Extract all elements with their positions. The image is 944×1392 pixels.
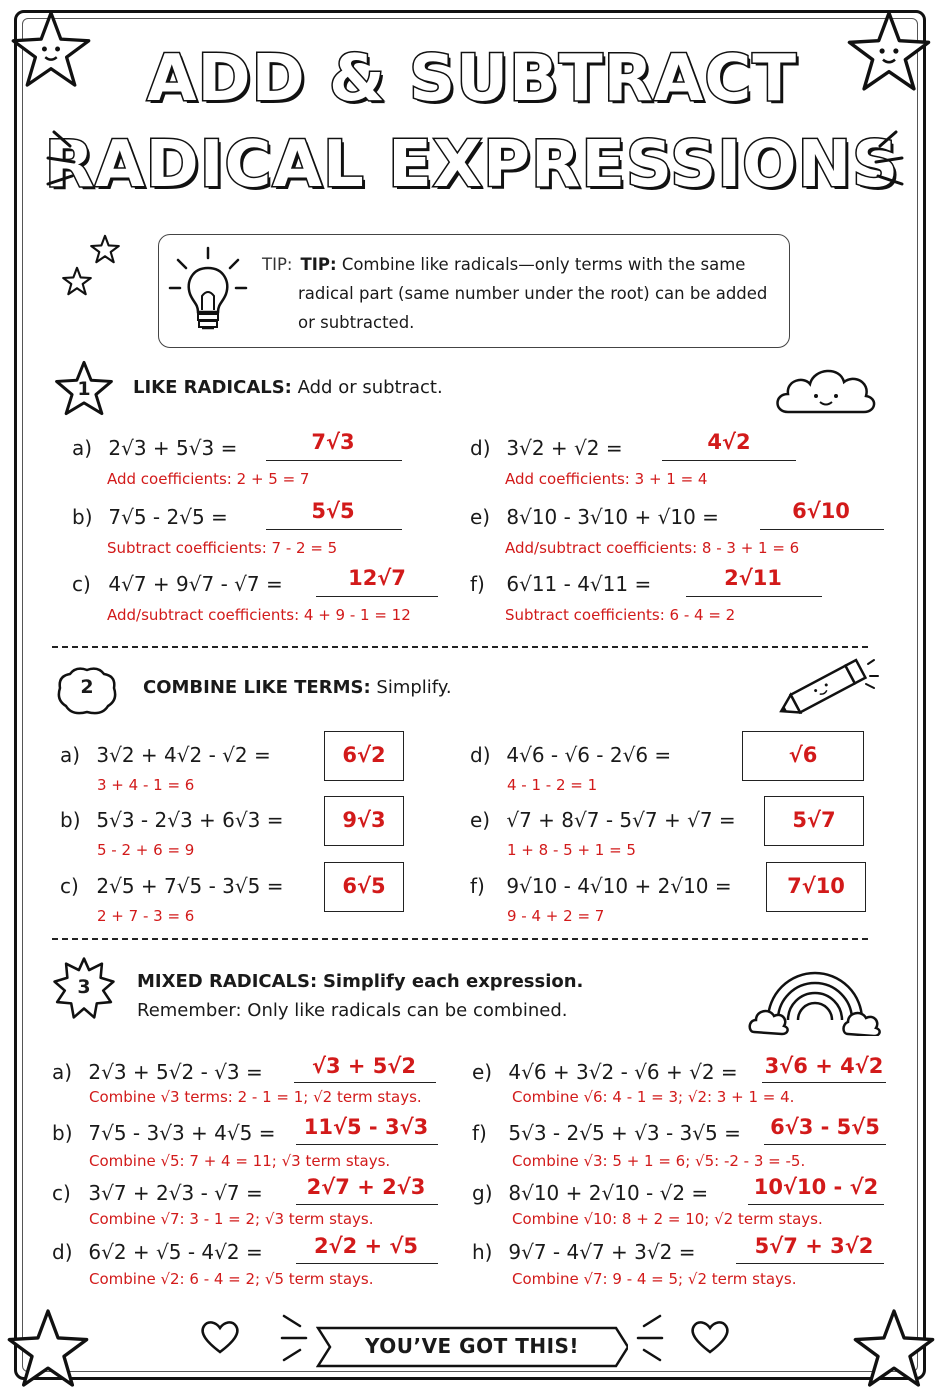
s3-answer-g: 10√10 - √2 xyxy=(753,1175,879,1199)
s2-answer-box-e[interactable]: 5√7 xyxy=(764,796,864,846)
s1-problem-e xyxy=(470,505,719,529)
star-icon xyxy=(90,234,120,264)
s3-problem-h xyxy=(472,1240,695,1264)
answer-line[interactable] xyxy=(316,596,438,597)
s2-problem-a xyxy=(60,743,271,767)
answer-line[interactable] xyxy=(296,1204,438,1205)
s3-problem-e xyxy=(472,1060,738,1084)
section-1-title: LIKE RADICALS: xyxy=(133,377,292,398)
s2-problem-f xyxy=(470,874,732,898)
problem-expression: 9√7 - 4√7 + 3√2 = xyxy=(508,1240,696,1264)
s2-note-c: 2 + 7 - 3 = 6 xyxy=(97,907,195,925)
s2-answer-box-f[interactable]: 7√10 xyxy=(766,862,866,912)
answer-line[interactable] xyxy=(662,460,796,461)
star-icon xyxy=(852,1306,936,1390)
problem-label: e) xyxy=(472,1060,493,1084)
answer-line[interactable] xyxy=(760,529,884,530)
heart-icon xyxy=(198,1318,242,1356)
s1-note-e: Add/subtract coefficients: 8 - 3 + 1 = 6 xyxy=(505,539,800,557)
tip-line-2: radical part (same number under the root) can be added xyxy=(298,284,768,303)
s3-answer-e: 3√6 + 4√2 xyxy=(764,1054,884,1078)
problem-expression: 8√10 + 2√10 - √2 = xyxy=(508,1181,709,1205)
s3-answer-d: 2√2 + √5 xyxy=(313,1234,419,1258)
s2-answer-box-c[interactable]: 6√5 xyxy=(324,862,404,912)
s3-note-g: Combine √10: 8 + 2 = 10; √2 term stays. xyxy=(512,1210,823,1228)
problem-expression: 4√6 + 3√2 - √6 + √2 = xyxy=(508,1060,738,1084)
tip-text xyxy=(262,250,772,337)
problem-expression: 2√3 + 5√3 = xyxy=(108,436,238,460)
s3-note-a: Combine √3 terms: 2 - 1 = 1; √2 term stays. xyxy=(89,1088,422,1106)
s1-problem-a xyxy=(72,436,237,460)
s2-note-a: 3 + 4 - 1 = 6 xyxy=(97,776,195,794)
problem-expression: 4√6 - √6 - 2√6 = xyxy=(506,743,672,767)
problem-expression: 6√11 - 4√11 = xyxy=(506,572,652,596)
s2-note-b: 5 - 2 + 6 = 9 xyxy=(97,841,195,859)
section-3-instruction: Simplify each expression. xyxy=(322,971,584,992)
problem-label: b) xyxy=(52,1121,73,1145)
answer-line[interactable] xyxy=(762,1082,886,1083)
section-divider xyxy=(52,938,868,940)
problem-label: a) xyxy=(60,743,81,767)
problem-expression: 5√3 - 2√5 + √3 - 3√5 = xyxy=(508,1121,741,1145)
s3-note-d: Combine √2: 6 - 4 = 2; √5 term stays. xyxy=(89,1270,374,1288)
s3-answer-a: √3 + 5√2 xyxy=(311,1054,417,1078)
answer-line[interactable] xyxy=(296,1144,438,1145)
s1-problem-b xyxy=(72,505,228,529)
answer-line[interactable] xyxy=(294,1082,436,1083)
section-divider xyxy=(52,646,868,648)
problem-expression: 8√10 - 3√10 + √10 = xyxy=(506,505,719,529)
s3-problem-d xyxy=(52,1240,263,1264)
problem-expression: 3√2 + 4√2 - √2 = xyxy=(96,743,271,767)
tip-line-3: or subtracted. xyxy=(298,313,415,332)
s1-problem-d xyxy=(470,436,623,460)
problem-expression: √7 + 8√7 - 5√7 + √7 = xyxy=(506,808,736,832)
problem-label: d) xyxy=(470,436,491,460)
answer-line[interactable] xyxy=(266,529,402,530)
s3-problem-a xyxy=(52,1060,263,1084)
answer-line[interactable] xyxy=(748,1204,884,1205)
s3-note-f: Combine √3: 5 + 1 = 6; √5: -2 - 3 = -5. xyxy=(512,1152,806,1170)
problem-label: c) xyxy=(60,874,79,898)
problem-label: f) xyxy=(472,1121,487,1145)
problem-expression: 2√5 + 7√5 - 3√5 = xyxy=(96,874,284,898)
s2-answer-box-a[interactable]: 6√2 xyxy=(324,731,404,781)
section-3-reminder: Remember: Only like radicals can be combined. xyxy=(137,1000,568,1021)
section-2-number: 2 xyxy=(80,676,94,698)
section-2-instruction: Simplify. xyxy=(376,677,452,698)
answer-line[interactable] xyxy=(266,460,402,461)
s1-answer-a: 7√3 xyxy=(311,430,355,454)
problem-label: a) xyxy=(52,1060,73,1084)
s1-answer-c: 12√7 xyxy=(348,566,406,590)
problem-label: d) xyxy=(52,1240,73,1264)
rainbow-icon xyxy=(748,950,882,1036)
lightbulb-icon xyxy=(168,244,248,336)
problem-expression: 4√7 + 9√7 - √7 = xyxy=(108,572,283,596)
s2-problem-e xyxy=(470,808,736,832)
s2-note-d: 4 - 1 - 2 = 1 xyxy=(507,776,598,794)
s1-note-a: Add coefficients: 2 + 5 = 7 xyxy=(107,470,310,488)
s3-answer-f: 6√3 - 5√5 xyxy=(770,1115,880,1139)
section-3-title: MIXED RADICALS: xyxy=(137,971,318,992)
section-3-heading xyxy=(137,971,583,992)
s3-problem-g xyxy=(472,1181,708,1205)
heart-icon xyxy=(688,1318,732,1356)
s1-answer-b: 5√5 xyxy=(311,499,355,523)
sparkle-icon xyxy=(44,124,84,204)
tip-label: TIP: xyxy=(300,255,337,274)
s3-problem-f xyxy=(472,1121,741,1145)
s2-problem-c xyxy=(60,874,283,898)
s1-answer-f: 2√11 xyxy=(724,566,782,590)
section-3-number: 3 xyxy=(77,976,91,998)
section-1-instruction: Add or subtract. xyxy=(297,377,443,398)
s3-note-c: Combine √7: 3 - 1 = 2; √3 term stays. xyxy=(89,1210,374,1228)
cloud-icon xyxy=(770,360,882,418)
s3-answer-b: 11√5 - 3√3 xyxy=(303,1115,429,1139)
problem-label: f) xyxy=(470,874,485,898)
tip-line-1: Combine like radicals—only terms with the same xyxy=(341,255,746,274)
problem-label: a) xyxy=(72,436,93,460)
s2-note-f: 9 - 4 + 2 = 7 xyxy=(507,907,605,925)
pencil-icon xyxy=(770,654,880,724)
problem-expression: 5√3 - 2√3 + 6√3 = xyxy=(96,808,284,832)
section-1-heading xyxy=(133,377,443,398)
banner-text: YOU’VE GOT THIS! xyxy=(364,1334,580,1358)
problem-expression: 7√5 - 2√5 = xyxy=(108,505,228,529)
problem-expression: 2√3 + 5√2 - √3 = xyxy=(88,1060,263,1084)
problem-label: c) xyxy=(72,572,91,596)
s2-problem-b xyxy=(60,808,283,832)
problem-expression: 3√2 + √2 = xyxy=(506,436,623,460)
problem-label: h) xyxy=(472,1240,493,1264)
sparkle-icon xyxy=(630,1310,666,1366)
star-icon xyxy=(6,1306,90,1390)
problem-label: g) xyxy=(472,1181,493,1205)
s3-note-h: Combine √7: 9 - 4 = 5; √2 term stays. xyxy=(512,1270,797,1288)
s3-problem-c xyxy=(52,1181,263,1205)
s2-answer-box-b[interactable]: 9√3 xyxy=(324,796,404,846)
s1-note-d: Add coefficients: 3 + 1 = 4 xyxy=(505,470,708,488)
sparkle-icon xyxy=(866,124,906,204)
s1-problem-c xyxy=(72,572,283,596)
s3-note-b: Combine √5: 7 + 4 = 11; √3 term stays. xyxy=(89,1152,391,1170)
s1-problem-f xyxy=(470,572,651,596)
section-2-title: COMBINE LIKE TERMS: xyxy=(143,677,371,698)
s3-answer-c: 2√7 + 2√3 xyxy=(306,1175,426,1199)
s1-answer-e: 6√10 xyxy=(792,499,850,523)
problem-label: e) xyxy=(470,808,491,832)
s1-note-b: Subtract coefficients: 7 - 2 = 5 xyxy=(107,539,338,557)
s2-answer-box-d[interactable]: √6 xyxy=(742,731,864,781)
answer-line[interactable] xyxy=(736,1263,884,1264)
s3-note-e: Combine √6: 4 - 1 = 3; √2: 3 + 1 = 4. xyxy=(512,1088,795,1106)
problem-expression: 9√10 - 4√10 + 2√10 = xyxy=(506,874,732,898)
problem-expression: 7√5 - 3√3 + 4√5 = xyxy=(88,1121,276,1145)
answer-line[interactable] xyxy=(686,596,822,597)
problem-label: e) xyxy=(470,505,491,529)
s1-answer-d: 4√2 xyxy=(707,430,751,454)
answer-line[interactable] xyxy=(296,1263,438,1264)
title-line-2: RADICAL EXPRESSIONS xyxy=(44,128,900,202)
sparkle-icon xyxy=(278,1310,314,1366)
problem-expression: 6√2 + √5 - 4√2 = xyxy=(88,1240,263,1264)
answer-line[interactable] xyxy=(764,1144,886,1145)
s3-problem-b xyxy=(52,1121,275,1145)
s2-problem-d xyxy=(470,743,671,767)
s1-note-c: Add/subtract coefficients: 4 + 9 - 1 = 12 xyxy=(107,606,411,624)
problem-label: b) xyxy=(60,808,81,832)
problem-label: c) xyxy=(52,1181,71,1205)
section-1-number: 1 xyxy=(77,378,91,400)
s2-note-e: 1 + 8 - 5 + 1 = 5 xyxy=(507,841,636,859)
section-2-heading xyxy=(143,677,452,698)
problem-expression: 3√7 + 2√3 - √7 = xyxy=(88,1181,263,1205)
s1-note-f: Subtract coefficients: 6 - 4 = 2 xyxy=(505,606,736,624)
problem-label: d) xyxy=(470,743,491,767)
title-line-1: ADD & SUBTRACT xyxy=(146,42,798,116)
problem-label: f) xyxy=(470,572,485,596)
tip-prefix: TIP: xyxy=(262,255,293,274)
star-icon xyxy=(62,266,92,296)
problem-label: b) xyxy=(72,505,93,529)
s3-answer-h: 5√7 + 3√2 xyxy=(754,1234,874,1258)
